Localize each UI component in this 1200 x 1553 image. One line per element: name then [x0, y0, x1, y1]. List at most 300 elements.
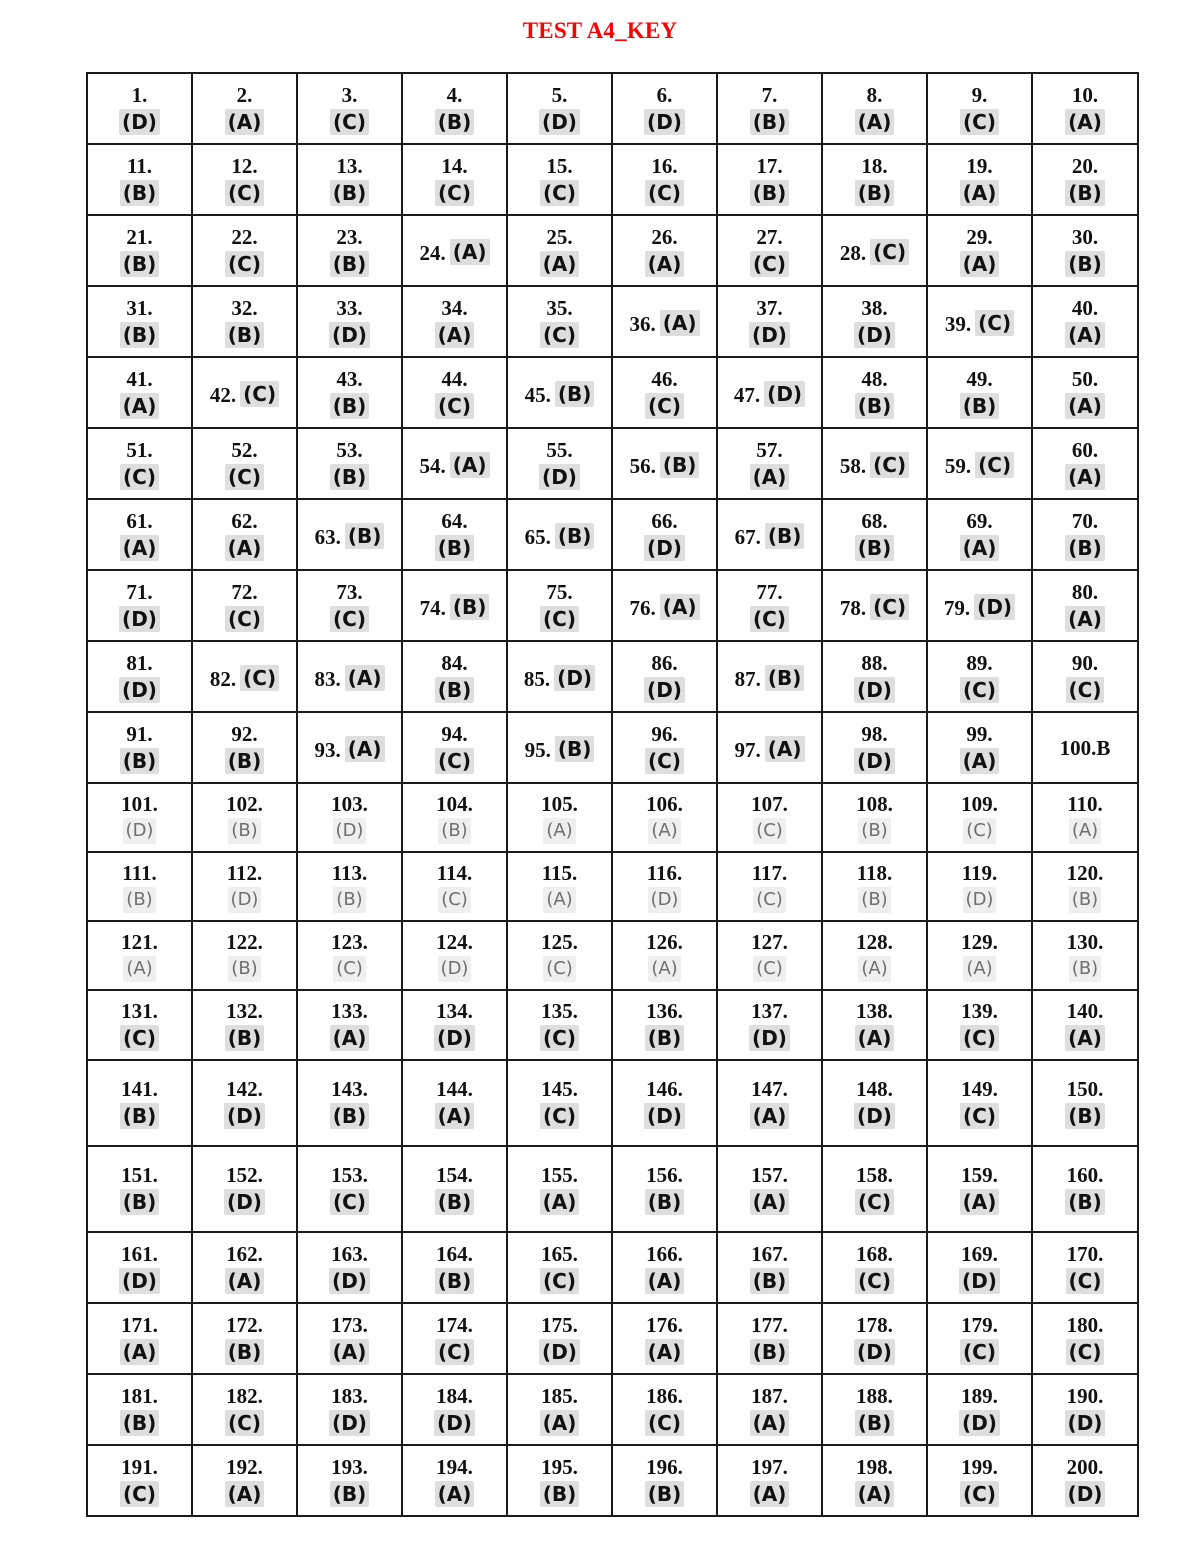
answer-cell: [507, 428, 612, 499]
answer-cell: [297, 1232, 402, 1303]
answer-cell: [87, 144, 192, 215]
question-number: 178.: [856, 1312, 893, 1337]
answer-cell: [927, 990, 1032, 1060]
answer-cell: [822, 357, 927, 428]
question-number: 192.: [226, 1454, 263, 1479]
question-number: 190.: [1066, 1383, 1104, 1408]
answer-choice: (A): [660, 310, 700, 336]
answer-choice: (D): [974, 594, 1015, 620]
answer-choice: (A): [648, 818, 680, 844]
question-number: 130.: [1066, 929, 1104, 954]
answer-cell: [402, 286, 507, 357]
question-number: 51.: [126, 437, 153, 462]
question-number: 19.: [966, 153, 993, 178]
question-number: 94.: [441, 721, 468, 746]
answer-choice: (B): [330, 180, 370, 206]
answer-cell: [717, 144, 822, 215]
question-number: 54.: [419, 453, 446, 478]
answer-row: [87, 1374, 1138, 1445]
answer-cell: [927, 1303, 1032, 1374]
question-number: 1.: [131, 82, 148, 107]
question-number: 180.: [1066, 1312, 1104, 1337]
answer-cell: [507, 641, 612, 712]
answer-choice: (A): [1065, 606, 1105, 632]
answer-cell: [612, 921, 717, 990]
answer-choice: (A): [120, 1339, 160, 1365]
question-number: 187.: [751, 1383, 788, 1408]
answer-cell: [927, 783, 1032, 852]
question-number: 62.: [231, 508, 258, 533]
question-number: 199.: [961, 1454, 998, 1479]
question-number: 6.: [656, 82, 673, 107]
question-number: 183.: [331, 1383, 368, 1408]
answer-choice: (C): [645, 393, 684, 419]
question-number: 115.: [541, 860, 578, 885]
question-number: 5.: [551, 82, 568, 107]
answer-choice: (A): [750, 1481, 790, 1507]
answer-choice: (B): [645, 1189, 685, 1215]
question-number: 160.: [1066, 1163, 1104, 1187]
answer-cell: [1032, 1232, 1138, 1303]
question-number: 59.: [944, 453, 972, 478]
answer-cell: [927, 852, 1032, 921]
question-number: 107.: [751, 791, 788, 816]
answer-choice: (C): [330, 606, 369, 632]
question-number: 133.: [331, 999, 368, 1023]
answer-choice: (C): [540, 180, 579, 206]
question-number: 162.: [226, 1241, 263, 1266]
answer-cell: [192, 144, 297, 215]
answer-cell: [822, 144, 927, 215]
answer-choice: (A): [960, 251, 1000, 277]
answer-choice: (B): [345, 523, 385, 549]
answer-choice: (D): [1065, 1410, 1106, 1436]
answer-cell: [402, 1146, 507, 1232]
answer-cell: [87, 1374, 192, 1445]
answer-row: [87, 852, 1138, 921]
answer-cell: [717, 921, 822, 990]
answer-choice: (D): [644, 1103, 685, 1129]
answer-cell: [507, 144, 612, 215]
answer-choice: (B): [858, 818, 890, 844]
question-number: 53.: [336, 437, 363, 462]
answer-choice: (A): [450, 452, 490, 478]
answer-choice: (A): [1065, 1025, 1105, 1051]
answer-choice: (D): [644, 535, 685, 561]
question-number: 154.: [436, 1163, 473, 1187]
question-number: 70.: [1071, 508, 1099, 533]
question-number: 33.: [336, 295, 363, 320]
answer-cell: [1032, 428, 1138, 499]
question-number: 14.: [441, 153, 468, 178]
question-number: 191.: [121, 1454, 158, 1479]
answer-choice: (B): [1065, 180, 1105, 206]
question-number: 39.: [944, 311, 972, 336]
answer-cell: [927, 712, 1032, 783]
answer-choice: (C): [645, 1410, 684, 1436]
answer-cell: [192, 73, 297, 144]
answer-choice: (C): [240, 665, 279, 691]
answer-choice: (B): [435, 1189, 475, 1215]
page-title: TEST A4_KEY: [522, 18, 678, 43]
answer-cell: [927, 570, 1032, 641]
answer-cell: [192, 1303, 297, 1374]
answer-cell: [192, 570, 297, 641]
answer-cell: [822, 1374, 927, 1445]
answer-choice: (B): [1065, 251, 1105, 277]
question-number: 106.: [646, 791, 683, 816]
answer-cell: [192, 1232, 297, 1303]
answer-cell: [402, 144, 507, 215]
question-number: 101.: [121, 791, 158, 816]
question-number: 65.: [524, 524, 551, 549]
answer-choice: (D): [764, 381, 805, 407]
answer-choice: (D): [539, 464, 580, 490]
answer-choice: (C): [753, 956, 786, 982]
question-number: 79.: [943, 595, 971, 620]
answer-cell: [1032, 499, 1138, 570]
answer-choice: (C): [960, 109, 999, 135]
answer-cell: [192, 286, 297, 357]
answer-choice: (C): [960, 1481, 999, 1507]
answer-cell: [192, 1146, 297, 1232]
answer-cell: [927, 428, 1032, 499]
question-number: 120.: [1066, 860, 1104, 885]
answer-choice: (D): [854, 322, 895, 348]
answer-choice: (A): [435, 322, 475, 348]
answer-choice: (B): [120, 1410, 160, 1436]
question-number: 42.: [209, 382, 237, 407]
answer-cell: [192, 783, 297, 852]
answer-choice: (A): [540, 1189, 580, 1215]
answer-choice: (A): [330, 1339, 370, 1365]
answer-cell: [822, 852, 927, 921]
answer-choice: (B): [855, 1410, 895, 1436]
answer-choice: (C): [1066, 677, 1105, 703]
answer-cell: [612, 783, 717, 852]
question-number: 142.: [226, 1077, 263, 1101]
question-number: 137.: [751, 999, 788, 1023]
answer-cell: [402, 921, 507, 990]
answer-choice: (A): [960, 1189, 1000, 1215]
answer-row: [87, 1146, 1138, 1232]
answer-choice: (A): [540, 1410, 580, 1436]
answer-choice: (C): [435, 393, 474, 419]
answer-choice: (D): [224, 1189, 265, 1215]
question-number: 66.: [651, 508, 678, 533]
question-number: 84.: [441, 650, 468, 675]
question-number: 15.: [546, 153, 573, 178]
answer-choice: (A): [1065, 322, 1105, 348]
question-number: 13.: [336, 153, 363, 178]
answer-cell: [1032, 990, 1138, 1060]
answer-cell: [402, 1374, 507, 1445]
answer-cell: [402, 852, 507, 921]
answer-choice: (A): [1065, 393, 1105, 419]
question-number: 198.: [856, 1454, 893, 1479]
question-number: 21.: [126, 224, 153, 249]
answer-cell: [717, 215, 822, 286]
answer-choice: (A): [645, 251, 685, 277]
answer-cell: [717, 712, 822, 783]
question-number: 109.: [961, 791, 998, 816]
answer-cell: [192, 215, 297, 286]
answer-choice: (B): [225, 322, 265, 348]
answer-choice: (C): [435, 180, 474, 206]
question-number: 196.: [646, 1454, 683, 1479]
answer-choice: (D): [1065, 1481, 1106, 1507]
answer-row: [87, 1060, 1138, 1146]
answer-cell: [612, 1303, 717, 1374]
answer-choice: (C): [975, 310, 1014, 336]
question-number: 27.: [756, 224, 783, 249]
answer-choice: (C): [120, 1481, 159, 1507]
answer-choice: (B): [645, 1025, 685, 1051]
answer-cell: [717, 1146, 822, 1232]
answer-choice: (B): [1069, 887, 1101, 913]
answer-cell: [612, 215, 717, 286]
answer-cell: [297, 215, 402, 286]
answer-choice: (A): [123, 956, 155, 982]
answer-cell: [927, 921, 1032, 990]
answer-cell: [822, 783, 927, 852]
answer-choice: (A): [120, 393, 160, 419]
question-number: 11.: [126, 153, 153, 178]
question-number: 113.: [331, 860, 368, 885]
answer-choice: (B): [330, 464, 370, 490]
answer-cell: [402, 1445, 507, 1516]
answer-choice: (D): [854, 1339, 895, 1365]
answer-cell: [297, 286, 402, 357]
answer-cell: [822, 215, 927, 286]
answer-cell: [507, 712, 612, 783]
question-number: 159.: [961, 1163, 998, 1187]
answer-cell: [297, 852, 402, 921]
answer-choice: (A): [750, 464, 790, 490]
answer-choice: (B): [330, 1481, 370, 1507]
question-number: 57.: [756, 437, 783, 462]
answer-cell: [507, 990, 612, 1060]
answer-cell: [507, 1146, 612, 1232]
answer-choice: (A): [330, 1025, 370, 1051]
answer-choice: (B): [855, 535, 895, 561]
question-number: 92.: [231, 721, 258, 746]
answer-cell: [612, 1060, 717, 1146]
answer-cell: [507, 1374, 612, 1445]
answer-choice: (B): [960, 393, 1000, 419]
answer-choice: (B): [1065, 535, 1105, 561]
question-number: 188.: [856, 1383, 893, 1408]
answer-cell: [612, 712, 717, 783]
question-number: 164.: [436, 1241, 473, 1266]
answer-choice: (D): [539, 109, 580, 135]
question-number: 30.: [1071, 224, 1099, 249]
answer-choice: (D): [434, 1410, 475, 1436]
question-number: 123.: [331, 929, 368, 954]
answer-row: [87, 783, 1138, 852]
answer-row: [87, 499, 1138, 570]
answer-cell: [402, 1303, 507, 1374]
answer-choice: (B): [450, 594, 490, 620]
answer-choice: (A): [225, 1268, 265, 1294]
answer-choice: (A): [648, 956, 680, 982]
answer-choice: (C): [960, 1103, 999, 1129]
question-number: 185.: [541, 1383, 578, 1408]
answer-cell: [927, 286, 1032, 357]
answer-choice: (C): [225, 180, 264, 206]
answer-cell: [507, 1060, 612, 1146]
question-number: 47.: [733, 382, 761, 407]
answer-choice: (C): [753, 887, 786, 913]
question-number: 72.: [231, 579, 258, 604]
answer-row: [87, 428, 1138, 499]
answer-cell: [402, 215, 507, 286]
answer-cell: [402, 357, 507, 428]
answer-cell: [507, 852, 612, 921]
answer-choice: (D): [434, 1025, 475, 1051]
answer-cell: [87, 852, 192, 921]
answer-choice: (C): [870, 239, 909, 265]
answer-cell: [402, 712, 507, 783]
answer-choice: (A): [225, 109, 265, 135]
answer-choice: (B): [120, 180, 160, 206]
answer-choice: (A): [855, 109, 895, 135]
answer-choice: (C): [855, 1189, 894, 1215]
question-number: 118.: [856, 860, 893, 885]
question-number: 134.: [436, 999, 473, 1023]
answer-choice: (A): [1069, 818, 1101, 844]
answer-cell: [822, 990, 927, 1060]
question-number: 121.: [121, 929, 158, 954]
answer-choice: (C): [435, 1339, 474, 1365]
answer-cell: [612, 570, 717, 641]
answer-cell: [192, 1060, 297, 1146]
answer-choice: (C): [960, 1025, 999, 1051]
question-number: 128.: [856, 929, 893, 954]
answer-cell: [927, 73, 1032, 144]
question-number: 117.: [751, 860, 788, 885]
answer-cell: [507, 215, 612, 286]
question-number: 158.: [856, 1163, 893, 1187]
answer-choice: (A): [855, 1025, 895, 1051]
answer-cell: [1032, 641, 1138, 712]
question-number: 173.: [331, 1312, 368, 1337]
answer-cell: [927, 215, 1032, 286]
answer-cell: [612, 852, 717, 921]
answer-cell: [87, 428, 192, 499]
question-number: 155.: [541, 1163, 578, 1187]
answer-choice: (B): [555, 381, 595, 407]
question-number: 119.: [961, 860, 998, 885]
question-number: 122.: [226, 929, 263, 954]
answer-cell: [822, 712, 927, 783]
answer-cell: [297, 1146, 402, 1232]
question-number: 28.: [839, 240, 867, 265]
answer-cell: [927, 1060, 1032, 1146]
question-number: 161.: [121, 1241, 158, 1266]
question-number: 87.: [734, 666, 761, 691]
answer-choice: (A): [750, 1103, 790, 1129]
question-number: 36.: [629, 311, 656, 336]
answer-cell: [507, 921, 612, 990]
question-number: 172.: [226, 1312, 263, 1337]
answer-row: [87, 1445, 1138, 1516]
answer-choice: (B): [855, 393, 895, 419]
answer-cell: [87, 570, 192, 641]
answer-cell: [927, 641, 1032, 712]
answer-choice: (D): [333, 818, 367, 844]
answer-choice: (B): [228, 956, 260, 982]
question-number: 18.: [861, 153, 888, 178]
answer-cell: [297, 570, 402, 641]
answer-cell: [1032, 921, 1138, 990]
question-number: 108.: [856, 791, 893, 816]
answer-choice: (A): [750, 1189, 790, 1215]
answer-cell: [822, 921, 927, 990]
answer-cell: [717, 852, 822, 921]
answer-choice: (B): [555, 736, 595, 762]
question-number: 116.: [646, 860, 683, 885]
question-number: 10.: [1071, 82, 1099, 107]
answer-choice: (D): [854, 748, 895, 774]
answer-cell: [717, 783, 822, 852]
answer-choice: (B): [435, 1268, 475, 1294]
question-number: 170.: [1066, 1241, 1104, 1266]
answer-cell: [297, 712, 402, 783]
answer-choice: (C): [540, 1025, 579, 1051]
answer-cell: [927, 144, 1032, 215]
answer-choice: (D): [438, 956, 472, 982]
answer-choice: (D): [959, 1268, 1000, 1294]
answer-cell: [297, 1445, 402, 1516]
answer-choice: (B): [660, 452, 700, 478]
answer-cell: [822, 73, 927, 144]
answer-choice: (A): [225, 1481, 265, 1507]
answer-choice: (C): [120, 464, 159, 490]
answer-cell: [297, 783, 402, 852]
question-number: 48.: [861, 366, 888, 391]
question-number: 179.: [961, 1312, 998, 1337]
answer-choice: (C): [540, 1268, 579, 1294]
answer-choice: (A): [345, 665, 385, 691]
answer-choice: (B): [120, 322, 160, 348]
question-number: 98.: [861, 721, 888, 746]
answer-choice: (A): [960, 180, 1000, 206]
answer-cell: [87, 357, 192, 428]
answer-cell: [612, 73, 717, 144]
question-number: 32.: [231, 295, 258, 320]
answer-cell: [612, 428, 717, 499]
answer-choice: (D): [854, 1103, 895, 1129]
answer-cell: [507, 73, 612, 144]
question-number: 61.: [126, 508, 153, 533]
answer-choice: (D): [329, 322, 370, 348]
answer-choice: (B): [435, 535, 475, 561]
question-number: 4.: [446, 82, 463, 107]
question-number: 163.: [331, 1241, 368, 1266]
answer-cell: [192, 990, 297, 1060]
answer-choice: (B): [330, 1103, 370, 1129]
answer-cell: [192, 357, 297, 428]
answer-choice: (C): [540, 1103, 579, 1129]
answer-cell: [402, 1060, 507, 1146]
answer-choice: (B): [1065, 1189, 1105, 1215]
answer-choice: (B): [855, 180, 895, 206]
answer-cell: [402, 499, 507, 570]
question-number: 12.: [231, 153, 258, 178]
answer-cell: [507, 499, 612, 570]
answer-choice: (B): [120, 1189, 160, 1215]
